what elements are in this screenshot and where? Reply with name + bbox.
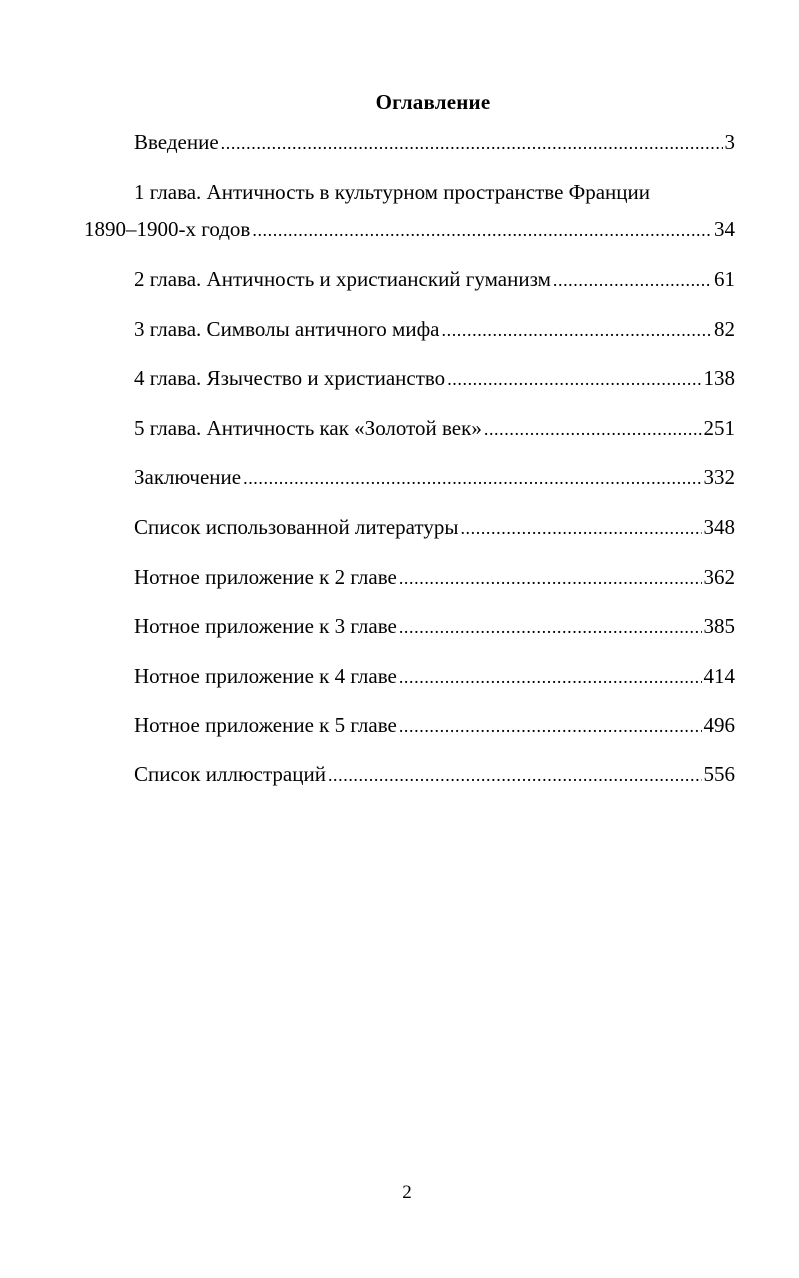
dot-leader: [399, 614, 702, 639]
toc-entry-chapter-5[interactable]: [134, 416, 735, 441]
page-title: Оглавление: [375, 90, 491, 114]
toc-entry-page: 496: [703, 713, 735, 737]
toc-entry-chapter-2[interactable]: [134, 267, 735, 292]
dot-leader: [442, 317, 713, 342]
toc-entry-page: 348: [703, 515, 735, 539]
toc-entry-page: 138: [703, 366, 735, 390]
toc-entry-page: 414: [703, 664, 735, 688]
toc-entry-page: 61: [714, 267, 735, 291]
toc-entry-music-appendix-5[interactable]: [134, 713, 735, 738]
toc-entry-label: Список иллюстраций: [134, 762, 326, 786]
toc-entry-label: Заключение: [134, 465, 242, 489]
toc-entry-label: 5 глава. Античность как «Золотой век»: [134, 416, 482, 440]
toc-entry-label: 2 глава. Античность и христианский гуманизм: [134, 267, 551, 291]
dot-leader: [447, 366, 701, 391]
dot-leader: [399, 664, 702, 689]
dot-leader: [460, 515, 701, 540]
dot-leader: [553, 267, 712, 292]
dot-leader: [221, 130, 723, 155]
dot-leader: [252, 217, 712, 242]
dot-leader: [328, 762, 702, 787]
toc-entry-chapter-3[interactable]: [134, 317, 735, 342]
dot-leader: [243, 465, 701, 490]
toc-entry-music-appendix-4[interactable]: [134, 664, 735, 689]
toc-entry-introduction[interactable]: [134, 130, 735, 155]
toc-entry-label: Список использованной литературы: [134, 515, 459, 539]
toc-entry-chapter-1-line1[interactable]: 1 глава. Античность в культурном пространстве Франции: [134, 180, 651, 204]
toc-entry-page: 251: [703, 416, 735, 440]
toc-entry-page: 556: [703, 762, 735, 786]
toc-entry-label: Нотное приложение к 2 главе: [134, 565, 397, 589]
toc-entry-label: Нотное приложение к 4 главе: [134, 664, 397, 688]
toc-entry-page: 362: [703, 565, 735, 589]
dot-leader: [484, 416, 702, 441]
toc-entry-music-appendix-3[interactable]: [134, 614, 735, 639]
toc-entry-illustrations[interactable]: [134, 762, 735, 787]
toc-entry-label: Нотное приложение к 5 главе: [134, 713, 397, 737]
toc-entry-label: 3 глава. Символы античного мифа: [134, 317, 440, 341]
toc-entry-conclusion[interactable]: [134, 465, 735, 490]
toc-entry-bibliography[interactable]: [134, 515, 735, 540]
dot-leader: [399, 713, 702, 738]
toc-entry-page: 3: [724, 130, 735, 154]
toc-entry-label: Нотное приложение к 3 главе: [134, 614, 397, 638]
toc-entry-page: 82: [714, 317, 735, 341]
page-number: 2: [402, 1182, 412, 1203]
toc-entry-page: 385: [703, 614, 735, 638]
toc-entry-chapter-1[interactable]: [84, 217, 735, 242]
dot-leader: [399, 565, 702, 590]
toc-entry-page: 34: [714, 217, 735, 241]
toc-entry-label: Введение: [134, 130, 219, 154]
toc-entry-chapter-4[interactable]: [134, 366, 735, 391]
toc-entry-page: 332: [703, 465, 735, 489]
toc-entry-label: 1890–1900-х годов: [84, 217, 251, 241]
toc-entry-music-appendix-2[interactable]: [134, 565, 735, 590]
toc-entry-label: 4 глава. Язычество и христианство: [134, 366, 446, 390]
